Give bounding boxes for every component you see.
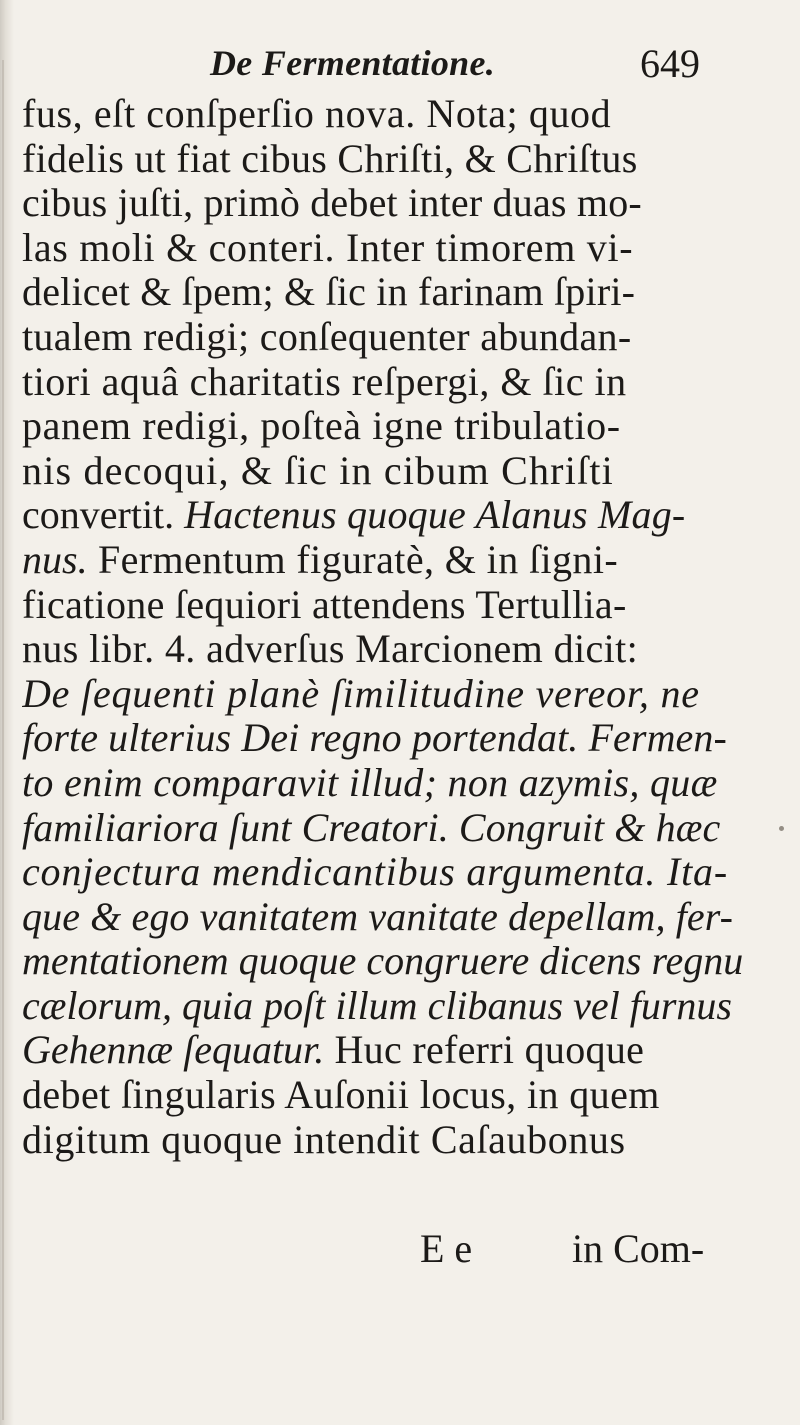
italic-run: Gehennæ ſequatur. bbox=[22, 1028, 325, 1073]
text-line-italic: De ſequenti planè ſimilitudine vereor, ne bbox=[22, 671, 700, 716]
page-header bbox=[0, 34, 800, 94]
binding-edge bbox=[2, 60, 4, 1420]
text-line: digitum quoque intendit Caſaubonus bbox=[22, 1117, 626, 1162]
text-line: fidelis ut fiat cibus Chriſti, & Chriſtus bbox=[22, 136, 638, 181]
running-head: De Fermentatione. bbox=[210, 43, 496, 83]
text-line-italic: forte ulterius Dei regno portendat. Fermen- bbox=[22, 716, 727, 761]
text-line: nis decoqui, & ſic in cibum Chriſti bbox=[22, 448, 614, 493]
text-line-mixed bbox=[22, 1028, 752, 1073]
ink-speck bbox=[779, 826, 784, 831]
catchline bbox=[0, 1225, 800, 1275]
signature-mark: E e bbox=[420, 1226, 473, 1271]
text-line: cibus juſti, primò debet inter duas mo- bbox=[22, 181, 642, 226]
text-line: debet ſingularis Auſonii locus, in quem bbox=[22, 1073, 660, 1118]
text-line: las moli & conteri. Inter timorem vi- bbox=[22, 225, 634, 270]
text-line: tiori aquâ charitatis reſpergi, & ſic in bbox=[22, 359, 627, 404]
italic-run: nus. bbox=[22, 537, 88, 582]
text-line-italic: mentationem quoque congruere dicens regnu bbox=[22, 939, 744, 984]
italic-run: Hactenus quoque Alanus Mag- bbox=[184, 493, 686, 538]
text-line-italic: familiariora ſunt Creatori. Congruit & hæc bbox=[22, 805, 721, 850]
text-line: ficatione ſequiori attendens Tertullia- bbox=[22, 582, 627, 627]
catchword: in Com- bbox=[572, 1226, 705, 1271]
text-line: panem redigi, poſteà igne tribulatio- bbox=[22, 404, 621, 449]
roman-run: convertit. bbox=[22, 493, 185, 538]
text-line: tualem redigi; conſequenter abundan- bbox=[22, 314, 632, 359]
text-line-italic: que & ego vanitatem vanitate depellam, fer- bbox=[22, 894, 734, 939]
text-line-italic: conjectura mendicantibus argumenta. Ita- bbox=[22, 850, 728, 895]
body-text bbox=[22, 92, 752, 1162]
roman-run: Fermentum figuratè, & in ſigni- bbox=[87, 537, 619, 582]
text-line: nus libr. 4. adverſus Marcionem dicit: bbox=[22, 627, 639, 672]
text-line: delicet & ſpem; & ſic in farinam ſpiri- bbox=[22, 270, 636, 315]
text-line: fus, eſt conſperſio nova. Nota; quod bbox=[22, 92, 612, 136]
page-gutter bbox=[0, 0, 14, 1425]
text-line-mixed bbox=[22, 538, 752, 583]
text-line-mixed bbox=[22, 493, 752, 538]
text-line-italic: cælorum, quia poſt illum clibanus vel furnus bbox=[22, 983, 732, 1028]
text-line-italic: to enim comparavit illud; non azymis, quæ bbox=[22, 760, 718, 805]
roman-run: Huc referri quoque bbox=[324, 1028, 645, 1073]
page-number: 649 bbox=[640, 41, 700, 86]
